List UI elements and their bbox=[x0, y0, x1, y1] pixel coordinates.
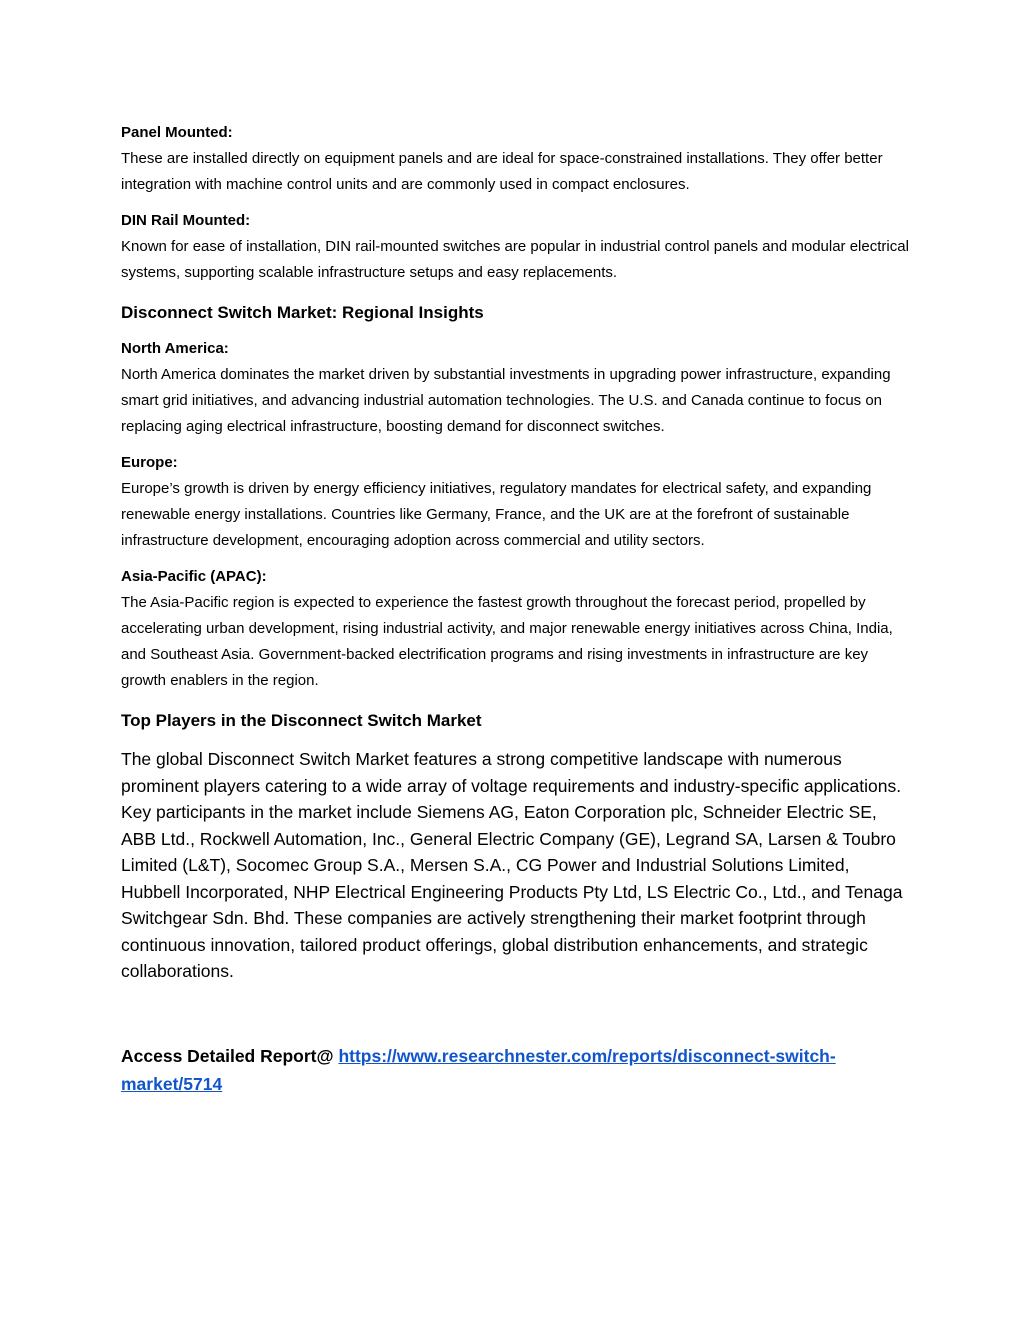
panel-mounted-block bbox=[121, 120, 911, 198]
panel-mounted-heading: Panel Mounted: bbox=[121, 124, 233, 141]
region-europe bbox=[121, 450, 911, 554]
panel-mounted-text: These are installed directly on equipment panels and are ideal for space-constrained installations. They offer better integration with machine control units and are commonly used in compact enclosures. bbox=[121, 150, 883, 193]
region-heading: Europe: bbox=[121, 454, 178, 471]
din-rail-mounted-text: Known for ease of installation, DIN rail-mounted switches are popular in industrial control panels and modular electrical systems, supporting scalable infrastructure setups and easy replacements. bbox=[121, 238, 909, 281]
access-report-label: Access Detailed Report@ bbox=[121, 1045, 334, 1066]
region-heading: Asia-Pacific (APAC): bbox=[121, 568, 267, 585]
region-heading: North America: bbox=[121, 340, 229, 357]
document-page bbox=[121, 120, 911, 1098]
region-text: The Asia-Pacific region is expected to experience the fastest growth throughout the forecast period, propelled by accelerating urban development, rising industrial activity, and major renewable energy initiatives across China, India, and Southeast Asia. Government-backed electrification programs and rising investments in infrastructure are key growth enablers in the region. bbox=[121, 594, 893, 689]
din-rail-mounted-block bbox=[121, 208, 911, 286]
din-rail-mounted-heading: DIN Rail Mounted: bbox=[121, 212, 251, 229]
region-north-america bbox=[121, 336, 911, 440]
top-players-heading: Top Players in the Disconnect Switch Market bbox=[121, 711, 482, 730]
access-report-line bbox=[121, 1042, 911, 1098]
top-players-text: The global Disconnect Switch Market features a strong competitive landscape with numerous prominent players catering to a wide array of voltage requirements and industry-specific applications. Key participants in the market include Siemens AG, Eaton Corporation plc, Schneider Electric SE, ABB Ltd., Rockwell Automation, Inc., General Electric Company (GE), Legrand SA, Larsen & Toubro Limited (L&T), Socomec Group S.A., Mersen S.A., CG Power and Industrial Solutions Limited, Hubbell Incorporated, NHP Electrical Engineering Products Pty Ltd, LS Electric Co., Ltd., and Tenaga Switchgear Sdn. Bhd. These companies are actively strengthening their market footprint through continuous innovation, tailored product offerings, global distribution enhancements, and strategic collaborations. bbox=[121, 749, 903, 981]
region-text: North America dominates the market driven by substantial investments in upgrading power infrastructure, expanding smart grid initiatives, and advancing industrial automation technologies. The U.S. and Canada continue to focus on replacing aging electrical infrastructure, boosting demand for disconnect switches. bbox=[121, 366, 891, 435]
region-text: Europe’s growth is driven by energy efficiency initiatives, regulatory mandates for electrical safety, and expanding renewable energy installations. Countries like Germany, France, and the UK are at the forefront of sustainable infrastructure development, encouraging adoption across commercial and utility sectors. bbox=[121, 480, 872, 549]
regional-insights-heading: Disconnect Switch Market: Regional Insights bbox=[121, 303, 484, 322]
region-asia-pacific bbox=[121, 564, 911, 694]
report-link[interactable]: https://www.researchnester.com/reports/disconnect-switch-market/5714 bbox=[121, 1045, 836, 1094]
